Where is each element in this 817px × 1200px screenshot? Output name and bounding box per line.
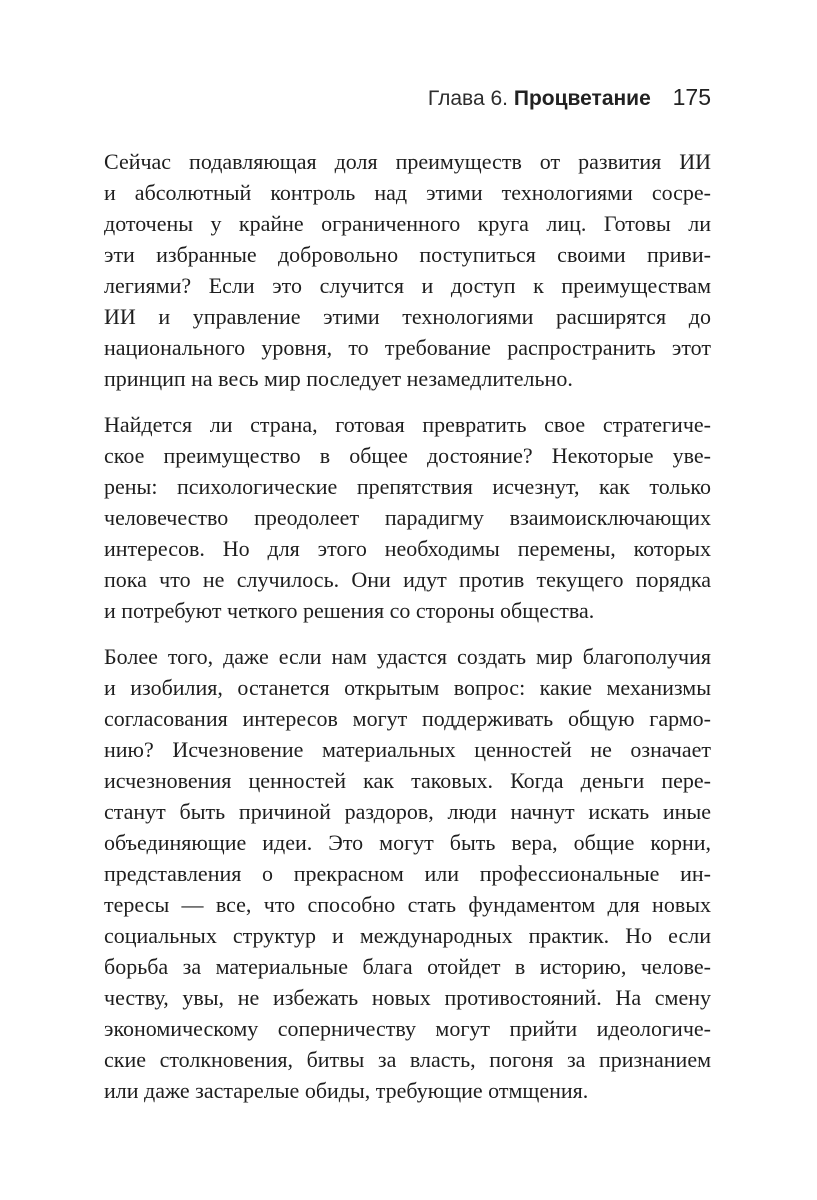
text-line: социальных структур и международных практик. Но если xyxy=(104,923,711,948)
text-line: принцип на весь мир последует незамедлительно. xyxy=(104,366,573,391)
text-line: ские столкновения, битвы за власть, погоня за признанием xyxy=(104,1047,711,1072)
text-line: или даже застарелые обиды, требующие отмщения. xyxy=(104,1078,589,1103)
chapter-label: Глава 6. xyxy=(427,87,508,110)
text-line: экономическому соперничеству могут прийти идеологиче- xyxy=(104,1016,711,1041)
text-line: и потребуют четкого решения со стороны общества. xyxy=(104,598,595,623)
chapter-title: Процветание xyxy=(513,87,651,110)
text-line: и изобилия, останется открытым вопрос: какие механизмы xyxy=(104,675,711,700)
text-line: Более того, даже если нам удастся создать мир благополучия xyxy=(104,644,711,669)
text-line: и абсолютный контроль над этими технологиями сосре- xyxy=(104,180,711,205)
text-line: согласования интересов могут поддерживать общую гармо- xyxy=(104,706,711,731)
paragraph xyxy=(104,409,711,626)
text-line: ское преимущество в общее достояние? Некоторые уве- xyxy=(104,443,711,468)
text-line: легиями? Если это случится и доступ к преимуществам xyxy=(104,273,711,298)
text-line: честву, увы, не избежать новых противостояний. На смену xyxy=(104,985,711,1010)
paragraph xyxy=(104,146,711,394)
text-line: исчезновения ценностей как таковых. Когда деньги пере- xyxy=(104,768,711,793)
text-line: человечество преодолеет парадигму взаимоисключающих xyxy=(104,505,711,530)
text-line: интересов. Но для этого необходимы перемены, которых xyxy=(104,536,711,561)
text-line: рены: психологические препятствия исчезнут, как только xyxy=(104,474,711,499)
text-line: эти избранные добровольно поступиться своими приви- xyxy=(104,242,711,267)
text-line: пока что не случилось. Они идут против текущего порядка xyxy=(104,567,711,592)
text-line: доточены у крайне ограниченного круга лиц. Готовы ли xyxy=(104,211,711,236)
text-line: станут быть причиной раздоров, люди начнут искать иные xyxy=(104,799,711,824)
body-text xyxy=(104,146,711,1121)
text-line: объединяющие идеи. Это могут быть вера, общие корни, xyxy=(104,830,711,855)
text-line: национального уровня, то требование распространить этот xyxy=(104,335,711,360)
paragraph xyxy=(104,641,711,1106)
text-line: борьба за материальные блага отойдет в историю, челове- xyxy=(104,954,711,979)
running-head xyxy=(104,84,711,112)
text-line: тересы — все, что способно стать фундаментом для новых xyxy=(104,892,711,917)
text-line: Найдется ли страна, готовая превратить свое стратегиче- xyxy=(104,412,711,437)
text-line: ИИ и управление этими технологиями расширятся до xyxy=(104,304,711,329)
text-line: Сейчас подавляющая доля преимуществ от развития ИИ xyxy=(104,149,711,174)
page-number: 175 xyxy=(672,84,711,110)
text-line: нию? Исчезновение материальных ценностей не означает xyxy=(104,737,711,762)
text-line: представления о прекрасном или профессиональные ин- xyxy=(104,861,711,886)
